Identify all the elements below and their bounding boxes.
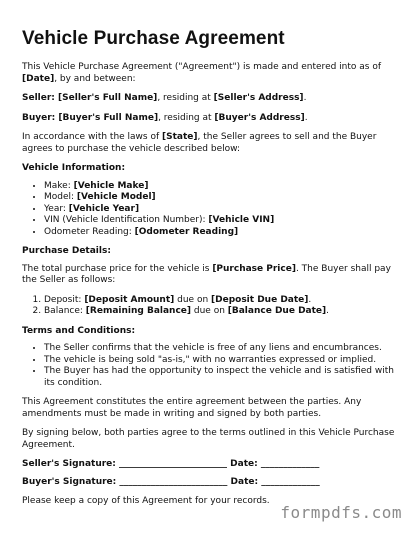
item-label: Model:: [44, 192, 77, 202]
buyer-line-end: .: [304, 112, 308, 123]
item-value: [Vehicle Make]: [73, 180, 149, 191]
intro-paragraph: [22, 62, 398, 85]
list-item: [44, 192, 398, 204]
terms-heading: Terms and Conditions:: [22, 325, 136, 336]
item-date: [Balance Due Date]: [227, 306, 327, 316]
list-item: [44, 215, 398, 227]
laws-text: In accordance with the laws of: [22, 132, 163, 142]
terms-list: [22, 343, 398, 389]
watermark: formpdfs.com: [280, 503, 402, 522]
buyer-address-placeholder: [Buyer's Address]: [214, 112, 305, 123]
intro-text-end: , by and between:: [54, 73, 136, 84]
agreement-document: [22, 28, 398, 516]
document-title: Vehicle Purchase Agreement: [22, 28, 285, 49]
vehicle-info-list: [22, 181, 398, 239]
purchase-text: The total purchase price for the vehicle is: [22, 263, 213, 274]
item-label: Balance:: [44, 306, 86, 316]
intro-text: This Vehicle Purchase Agreement ("Agreement") is made and entered into as of: [22, 62, 382, 72]
seller-residing-text: , residing at: [157, 93, 214, 103]
item-label: VIN (Vehicle Identification Number):: [44, 215, 209, 225]
laws-paragraph: [22, 132, 398, 155]
vehicle-info-heading: Vehicle Information:: [22, 163, 126, 173]
item-text: due on: [174, 294, 212, 305]
entire-agreement-paragraph: This Agreement constitutes the entire agreement between the parties. Any amendments must be made in writing and signed by both parties.: [22, 397, 362, 419]
signing-paragraph: By signing below, both parties agree to the terms outlined in this Vehicle Purchase Agreement.: [22, 428, 395, 450]
item-value: [Vehicle Model]: [76, 192, 156, 202]
state-placeholder: [State]: [162, 132, 198, 142]
laws-text-end: , the Seller agrees to sell and the Buyer agrees to purchase the vehicle described below:: [22, 132, 377, 154]
item-amount: [Deposit Amount]: [84, 294, 175, 305]
item-label: Deposit:: [44, 294, 85, 305]
buyer-line: [22, 113, 398, 125]
payment-list: [22, 295, 398, 318]
list-item: • The vehicle is being sold "as-is," with no warranties expressed or implied.: [44, 355, 398, 367]
seller-line: [22, 93, 398, 105]
seller-signature-line: [22, 459, 398, 471]
agreement-date-placeholder: [Date]: [22, 73, 55, 84]
list-item: [44, 204, 398, 216]
item-date: [Deposit Due Date]: [211, 294, 309, 305]
seller-address-placeholder: [Seller's Address]: [213, 93, 304, 103]
item-label: Year:: [44, 203, 69, 214]
item-end: .: [308, 294, 312, 305]
purchase-paragraph: [22, 264, 398, 287]
item-end: .: [326, 306, 330, 316]
purchase-text-end: . The Buyer shall pay the Seller as follows:: [22, 263, 391, 285]
list-item: [44, 227, 398, 239]
list-item: [44, 306, 398, 318]
purchase-details-heading: Purchase Details:: [22, 246, 111, 256]
buyer-residing-text: , residing at: [158, 112, 215, 123]
item-amount: [Remaining Balance]: [85, 306, 192, 316]
buyer-signature-line: [22, 477, 398, 489]
list-item: • The Seller confirms that the vehicle is free of any liens and encumbrances.: [44, 343, 398, 355]
purchase-price-placeholder: [Purchase Price]: [212, 263, 296, 274]
item-value: [Odometer Reading]: [134, 226, 239, 237]
list-item: [44, 181, 398, 193]
item-label: Odometer Reading:: [44, 226, 135, 237]
seller-name-placeholder: Seller: [Seller's Full Name]: [22, 93, 158, 103]
item-value: [Vehicle Year]: [68, 203, 140, 214]
list-item: • The Buyer has had the opportunity to inspect the vehicle and is satisfied with its condition.: [44, 366, 398, 389]
seller-line-end: .: [303, 93, 307, 103]
item-label: Make:: [44, 180, 74, 191]
list-item: [44, 295, 398, 307]
item-value: [Vehicle VIN]: [208, 215, 275, 225]
buyer-name-placeholder: Buyer: [Buyer's Full Name]: [22, 112, 159, 123]
item-text: due on: [191, 306, 228, 316]
copy-note: Please keep a copy of this Agreement for your records.: [22, 496, 270, 506]
buyer-signature-text: Buyer's Signature: ________________________ Date: _____________: [22, 476, 320, 487]
seller-signature-text: Seller's Signature: ________________________ Date: _____________: [22, 459, 320, 469]
